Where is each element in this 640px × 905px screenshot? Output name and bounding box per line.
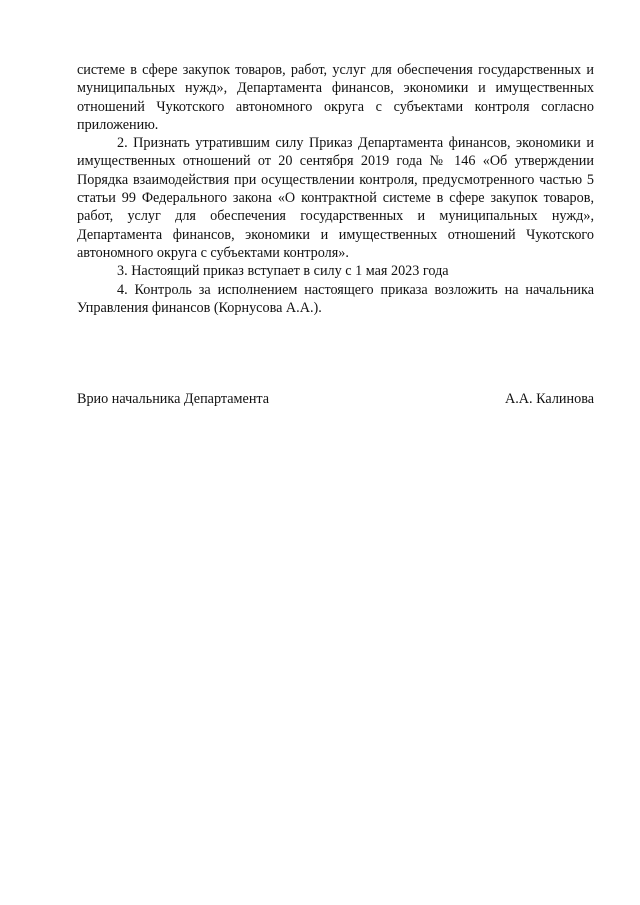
paragraph-4: 4. Контроль за исполнением настоящего приказа возложить на начальника Управления финансов (Корнусова А.А.). <box>77 281 594 316</box>
paragraph-2: 2. Признать утратившим силу Приказ Департамента финансов, экономики и имущественных отношений от 20 сентября 2019 года № 146 «Об утверждении Порядка взаимодействия при осуществлении контроля, предусмотренного частью 5 статьи 99 Федерального закона «О контрактной системе в сфере закупок товаров, работ, услуг для обеспечения государственных и муниципальных нужд», Департамента финансов, экономики и имущественных отношений Чукотского автономного округа с субъектами контроля». <box>77 135 594 261</box>
signatory-name: А.А. Калинова <box>505 391 594 407</box>
document-body <box>77 61 594 317</box>
paragraph-1-continuation: системе в сфере закупок товаров, работ, услуг для обеспечения государственных и муниципальных нужд», Департамента финансов, экономики и имущественных отношений Чукотского автономного округа с субъектами контроля согласно приложению. <box>77 62 594 133</box>
signatory-position: Врио начальника Департамента <box>77 391 270 407</box>
paragraph-3: 3. Настоящий приказ вступает в силу с 1 мая 2023 года <box>117 263 449 280</box>
signature-block <box>77 390 594 408</box>
